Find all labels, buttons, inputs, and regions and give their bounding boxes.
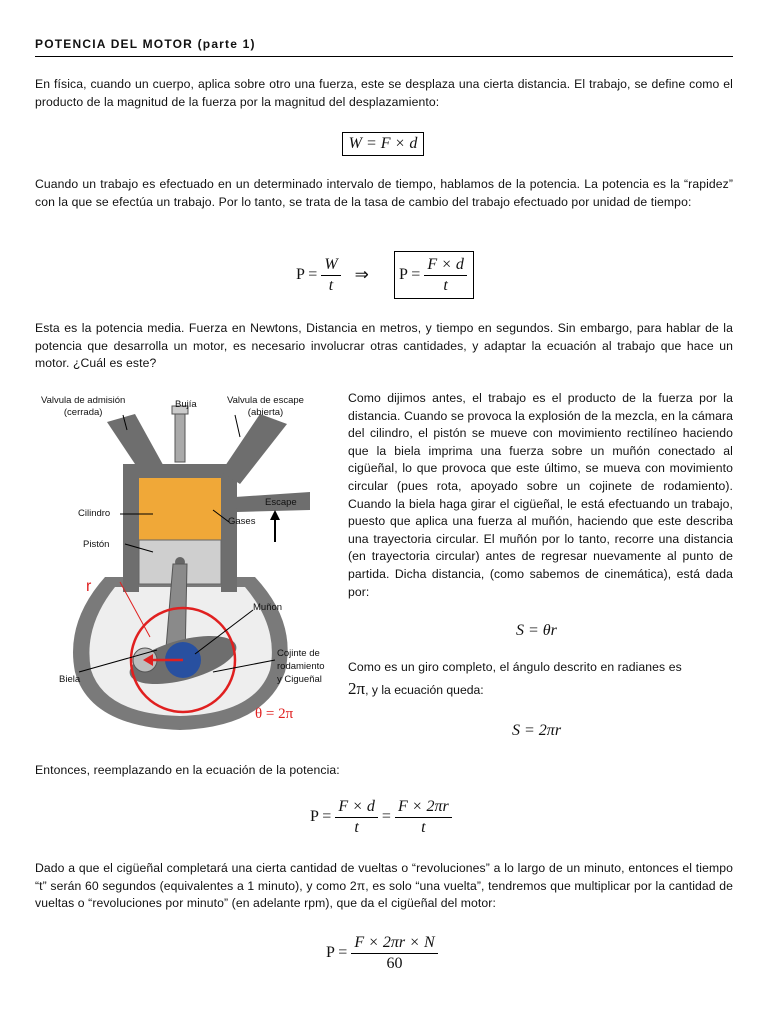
label-crankpin: Muñon [253,602,283,613]
fraction-numerator: F × d [424,255,467,276]
label-exhaust-valve-state: (abierta) [247,407,284,418]
paragraph-crank-work: Como dijimos antes, el trabajo es el producto de la fuerza por la distancia. Cuando se provoca la explosión de la mezcla, en la cámara del cilindro, el pistón se mueve con movimiento rectilíneo haciendo que la biela imprima una fuerza sobre un muñón conectado al cigüeñal, lo que provoca que este último, se mueva con movimiento circular (pues rota, apoyado sobre un cojinete de rodamiento). Cuando la biela haga girar el cigüeñal, le está efectuando un trabajo, puesto que aplica una fuerza al muñón, haciendo que este describa una trayectoria circular. El muñón por lo tanto, recorre una distancia (en trayectoria circular) antes de regresar nuevamente al punto de partida. Dicha distancia, (como sabemos de cinemática), está dada por: [348,391,733,599]
engine-illustration [35,392,337,738]
fraction-denominator: t [421,818,426,836]
paragraph-full-turn: Como es un giro completo, el ángulo descrito en radianes es [348,660,682,674]
paragraph-work-definition: En física, cuando un cuerpo, aplica sobre otro una fuerza, este se desplaza una cierta distancia. El trabajo, se define como el producto de la magnitud de la fuerza por la magnitud del desplazamiento: [35,77,733,109]
paragraph-full-turn-tail: , y la ecuación queda: [365,683,484,697]
label-intake-valve-state: (cerrada) [63,407,103,418]
page-title: POTENCIA DEL MOTOR (parte 1) [35,37,256,51]
fxd-over-t-fraction [335,797,378,838]
two-pi-symbol: 2π [348,679,366,698]
power-p-label: P = [296,266,318,283]
label-exhaust-valve-text: Valvula de escape [227,395,304,406]
engine-diagram [35,392,337,738]
label-bearing [277,647,325,686]
work-formula: W = F × d [348,135,418,152]
arc-length-formula: S = θr [516,622,557,639]
label-bearing-line1: Cojinte de [277,648,320,659]
f2pir-over-t-fraction [395,797,452,838]
label-bearing-line2: rodamiento [277,661,325,672]
paragraph-power-definition: Cuando un trabajo es efectuado en un determinado intervalo de tiempo, hablamos de la potencia. La potencia es la “rapidez” con la que se efectúa un trabajo. Por lo tanto, se trata de la tasa de cambio del trabajo efectuado por unidad de tiempo: [35,177,733,209]
fxd-over-t-fraction [424,255,467,296]
label-connecting-rod: Biela [59,674,81,685]
label-piston: Pistón [83,539,110,550]
equals-sign: = [381,808,391,825]
fraction-denominator: t [354,818,359,836]
rpm-fraction [351,933,437,974]
implies-arrow: ⇒ [354,265,369,284]
w-over-t-fraction [321,255,340,296]
label-theta: θ = 2π [255,706,294,722]
label-radius: r [86,578,92,595]
paragraph-substitution: Entonces, reemplazando en la ecuación de la potencia: [35,763,340,777]
work-formula-box [342,132,424,156]
power-formula-box [394,251,474,299]
fraction-denominator: t [443,276,448,294]
label-bearing-line3: y Cigueñal [277,674,322,685]
circumference-formula: S = 2πr [512,722,562,739]
fraction-numerator: W [321,255,340,276]
label-exhaust-valve [227,395,304,419]
label-intake-valve [41,395,125,419]
label-exhaust: Escape [265,497,297,508]
label-gases: Gases [228,516,256,527]
title-rule [35,56,733,57]
paragraph-mean-power: Esta es la potencia media. Fuerza en Newtons, Distancia en metros, y tiempo en segundos. Sin embargo, para hablar de la potencia que desarrolla un motor, es necesario involucrar otras cantidades, y adaptar la ecuación al trabajo que hace un motor. ¿Cuál es este? [35,321,733,371]
power-formula-fxd [395,252,473,298]
power-rpm-formula [326,930,438,976]
fraction-denominator: t [328,276,334,294]
power-formula-mean [296,252,369,298]
label-spark-plug: Bujía [175,399,197,410]
fraction-numerator: F × 2πr [395,797,452,818]
power-p-label: P = [399,266,421,283]
paragraph-rpm: Dado a que el cigüeñal completará una cierta cantidad de vueltas o “revoluciones” a lo largo de un minuto, entonces el tiempo “t” serán 60 segundos (equivalentes a 1 minuto), y como 2π, es solo “una vuelta”, tendremos que multiplicar por la cantidad de vueltas o “revoluciones por minuto” (en adelante rpm), que da el cigüeñal del motor: [35,861,733,911]
label-intake-valve-text: Valvula de admisión [41,395,126,406]
power-p-label: P = [326,944,348,961]
label-cylinder: Cilindro [78,508,111,519]
power-p-label: P = [310,808,332,825]
fraction-numerator: F × 2πr × N [351,933,437,954]
power-substituted-formula [310,794,452,840]
fraction-numerator: F × d [335,797,378,818]
fraction-denominator: 60 [386,954,403,972]
paragraph-full-turn-end [348,680,484,700]
